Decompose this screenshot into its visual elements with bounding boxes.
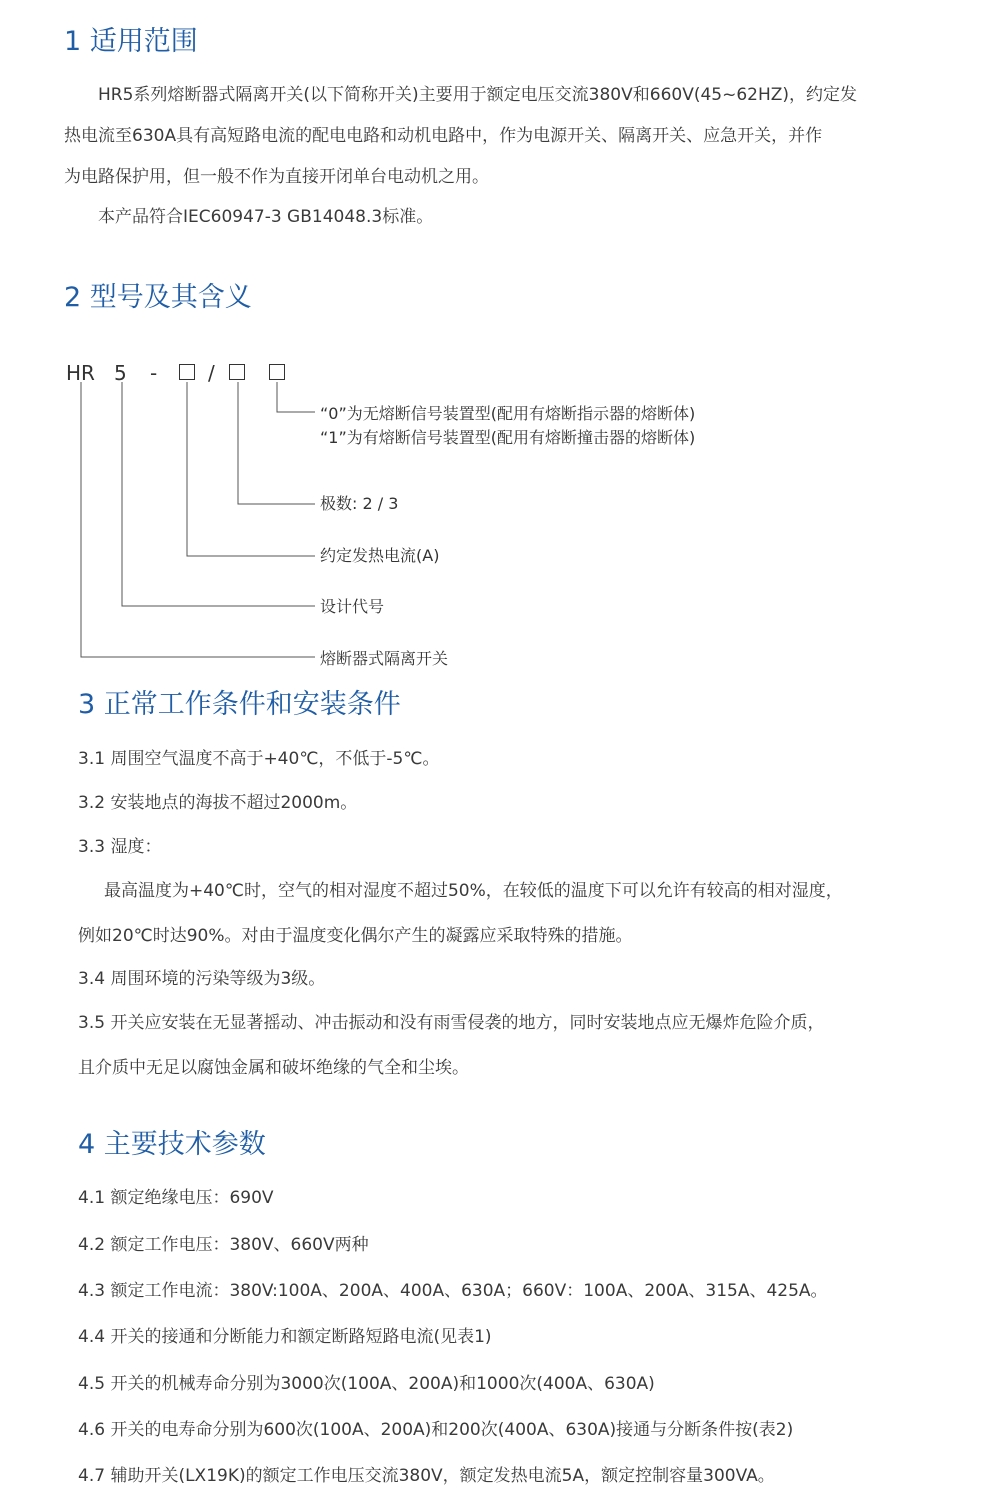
section4-line-1: 4.1 额定绝缘电压：690V [78,1188,274,1208]
model-dash: - [150,361,158,385]
section4-line-7: 4.7 辅助开关(LX19K)的额定工作电压交流380V，额定发热电流5A，额定控制容量300VA。 [78,1466,775,1486]
section2-title: 2 型号及其含义 [64,282,252,313]
model-design-code: 5 [114,361,127,385]
section3-title: 3 正常工作条件和安装条件 [78,689,401,720]
section3-line-4: 最高温度为+40℃时，空气的相对湿度不超过50%，在较低的温度下可以允许有较高的相对湿度， [104,881,843,901]
section3-line-2: 3.2 安装地点的海拔不超过2000m。 [78,793,358,813]
section4-line-3: 4.3 额定工作电流：380V:100A、200A、400A、630A；660V：100A、200A、315A、425A。 [78,1281,828,1301]
section3-line-6: 3.4 周围环境的污染等级为3级。 [78,969,326,989]
section1-line-3: 为电路保护用，但一般不作为直接开闭单台电动机之用。 [64,167,489,187]
section1-line-4: 本产品符合IEC60947-3 GB14048.3标准。 [98,207,434,227]
section4-title: 4 主要技术参数 [78,1129,266,1160]
model-slash: / [208,361,215,385]
label-poles: 极数: 2 / 3 [320,494,399,513]
section3-line-7: 3.5 开关应安装在无显著摇动、冲击振动和没有雨雪侵袭的地方，同时安装地点应无爆炸危险介质， [78,1013,825,1033]
section1-line-2: 热电流至630A具有高短路电流的配电电路和动机电路中，作为电源开关、隔离开关、应急开关，并作 [64,126,823,146]
connector-current [187,382,315,556]
model-prefix-hr: HR [66,361,95,385]
section3-line-1: 3.1 周围空气温度不高于+40℃，不低于-5℃。 [78,749,440,769]
label-type-0: “0”为无熔断信号装置型(配用有熔断指示器的熔断体) [320,404,696,423]
label-kind: 熔断器式隔离开关 [320,649,449,668]
section3-line-3: 3.3 湿度： [78,837,162,857]
connector-kind [81,382,315,657]
section4-line-4: 4.4 开关的接通和分断能力和额定断路短路电流(见表1) [78,1327,492,1347]
section1-line-1: HR5系列熔断器式隔离开关(以下简称开关)主要用于额定电压交流380V和660V(45~62HZ)，约定发 [98,85,858,105]
label-type-1: “1”为有熔断信号装置型(配用有熔断撞击器的熔断体) [320,428,696,447]
section3-line-8: 且介质中无足以腐蚀金属和破坏绝缘的气全和尘埃。 [78,1058,469,1078]
connector-type [277,382,315,412]
label-current: 约定发热电流(A) [320,546,440,565]
section4-line-6: 4.6 开关的电寿命分别为600次(100A、200A)和200次(400A、630A)接通与分断条件按(表2) [78,1420,794,1440]
section1-title: 1 适用范围 [64,26,198,57]
label-design: 设计代号 [320,597,385,616]
section3-line-5: 例如20℃时达90%。对由于温度变化偶尔产生的凝露应采取特殊的措施。 [78,926,633,946]
section4-line-5: 4.5 开关的机械寿命分别为3000次(100A、200A)和1000次(400A、630A) [78,1374,655,1394]
connector-design [122,382,315,606]
section4-line-2: 4.2 额定工作电压：380V、660V两种 [78,1235,369,1255]
